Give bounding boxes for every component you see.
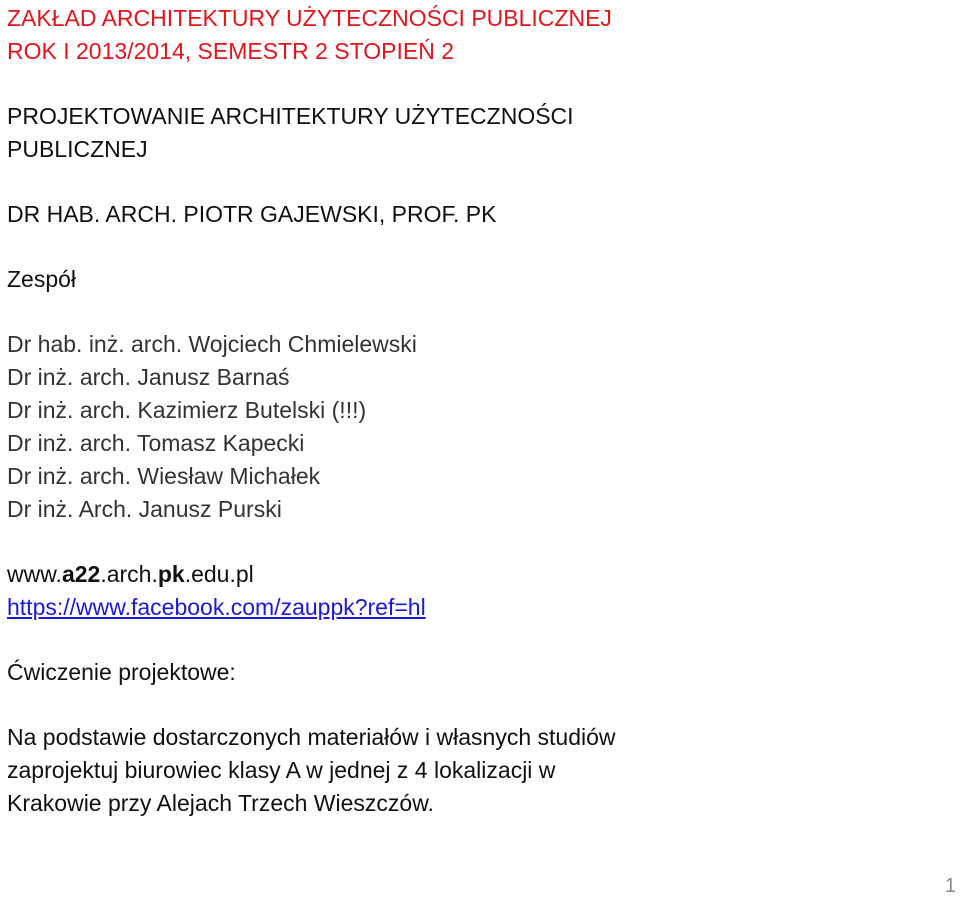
exercise-text-line-1: Na podstawie dostarczonych materiałów i własnych studiów — [7, 724, 616, 750]
lecturer-line: DR HAB. ARCH. PIOTR GAJEWSKI, PROF. PK — [7, 201, 497, 227]
website-url-part: .edu.pl — [184, 561, 254, 587]
website-url[interactable] — [7, 558, 947, 591]
team-member: Dr hab. inż. arch. Wojciech Chmielewski — [7, 331, 417, 357]
team-member: Dr inż. arch. Wiesław Michałek — [7, 463, 321, 489]
exercise-text-line-3: Krakowie przy Alejach Trzech Wieszczów. — [7, 790, 434, 816]
team-member: Dr inż. arch. Tomasz Kapecki — [7, 430, 305, 456]
team-member: Dr inż. Arch. Janusz Purski — [7, 496, 282, 522]
document-body — [7, 0, 947, 820]
team-member-list — [7, 328, 947, 526]
year-semester-line: ROK I 2013/2014, SEMESTR 2 STOPIEŃ 2 — [7, 38, 454, 64]
website-url-part: www. — [7, 561, 62, 587]
website-url-part: a22 — [61, 561, 101, 587]
page-number: 1 — [944, 875, 956, 897]
website-url-part: .arch. — [100, 561, 158, 587]
facebook-link[interactable]: https://www.facebook.com/zauppk?ref=hl — [7, 594, 426, 620]
course-title-line-1: PROJEKTOWANIE ARCHITEKTURY UŻYTECZNOŚCI — [7, 103, 574, 129]
team-heading: Zespół — [7, 266, 77, 292]
team-member: Dr inż. arch. Kazimierz Butelski (!!!) — [7, 397, 367, 423]
course-title-line-2: PUBLICZNEJ — [7, 136, 148, 162]
team-member: Dr inż. arch. Janusz Barnaś — [7, 364, 290, 390]
department-heading: ZAKŁAD ARCHITEKTURY UŻYTECZNOŚCI PUBLICZNEJ — [7, 5, 612, 31]
website-url-part: pk — [157, 561, 185, 587]
exercise-text-line-2: zaprojektuj biurowiec klasy A w jednej z 4 lokalizacji w — [7, 757, 556, 783]
exercise-heading: Ćwiczenie projektowe: — [7, 659, 236, 685]
